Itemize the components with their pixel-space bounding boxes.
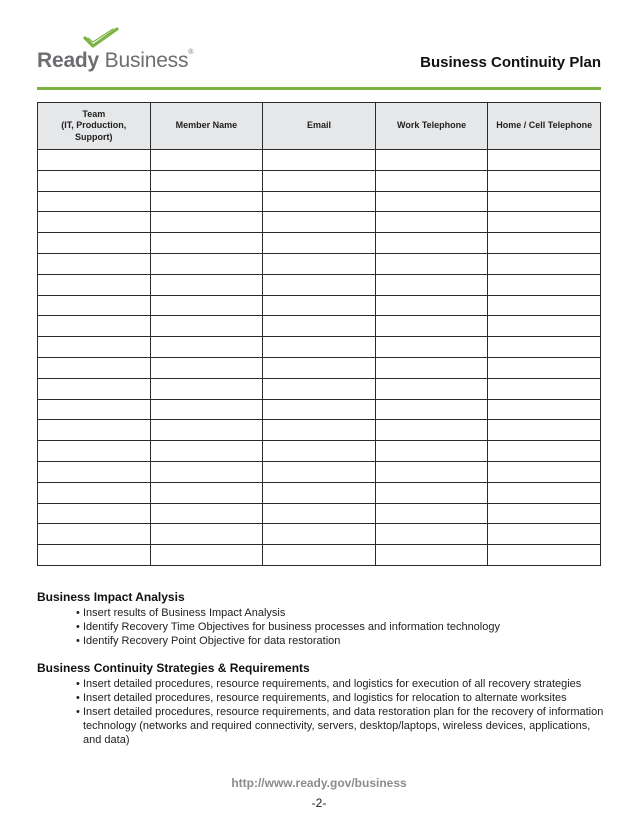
- table-cell[interactable]: [375, 316, 488, 337]
- table-cell[interactable]: [263, 274, 376, 295]
- table-cell[interactable]: [488, 399, 601, 420]
- table-cell[interactable]: [38, 212, 151, 233]
- table-cell[interactable]: [38, 357, 151, 378]
- table-row: [38, 399, 601, 420]
- table-cell[interactable]: [150, 212, 263, 233]
- table-row: [38, 253, 601, 274]
- table-cell[interactable]: [38, 150, 151, 171]
- list-item: • Insert results of Business Impact Analysis: [77, 606, 607, 620]
- table-cell[interactable]: [38, 170, 151, 191]
- table-cell[interactable]: [375, 170, 488, 191]
- continuity-strategies-section: [37, 661, 607, 747]
- list-item: • Insert detailed procedures, resource requirements, and data restoration plan for the recovery of information technology (networks and required connectivity, servers, desktop/laptops, wireless devices, applications, and data): [77, 705, 607, 747]
- table-cell[interactable]: [488, 378, 601, 399]
- table-cell[interactable]: [263, 150, 376, 171]
- table-cell[interactable]: [38, 420, 151, 441]
- table-row: [38, 191, 601, 212]
- table-cell[interactable]: [263, 316, 376, 337]
- table-row: [38, 316, 601, 337]
- table-cell[interactable]: [488, 233, 601, 254]
- checkmark-icon: [83, 27, 119, 49]
- table-cell[interactable]: [38, 399, 151, 420]
- table-cell[interactable]: [375, 337, 488, 358]
- table-cell[interactable]: [263, 503, 376, 524]
- continuity-strategies-list: [37, 677, 607, 747]
- table-cell[interactable]: [150, 191, 263, 212]
- table-cell[interactable]: [488, 524, 601, 545]
- list-item: • Insert detailed procedures, resource requirements, and logistics for execution of all recovery strategies: [77, 677, 607, 691]
- table-cell[interactable]: [263, 295, 376, 316]
- ready-business-logo: [37, 27, 197, 77]
- header-divider: [37, 87, 601, 90]
- table-row: [38, 545, 601, 566]
- table-cell[interactable]: [263, 191, 376, 212]
- table-cell[interactable]: [38, 233, 151, 254]
- table-cell[interactable]: [38, 378, 151, 399]
- table-cell[interactable]: [38, 337, 151, 358]
- table-cell[interactable]: [38, 295, 151, 316]
- table-cell[interactable]: [38, 503, 151, 524]
- table-cell[interactable]: [150, 420, 263, 441]
- table-row: [38, 337, 601, 358]
- table-cell[interactable]: [150, 316, 263, 337]
- table-cell[interactable]: [375, 191, 488, 212]
- list-item: • Identify Recovery Point Objective for data restoration: [77, 634, 607, 648]
- table-cell[interactable]: [150, 233, 263, 254]
- table-cell[interactable]: [150, 253, 263, 274]
- table-cell[interactable]: [38, 524, 151, 545]
- table-cell[interactable]: [488, 482, 601, 503]
- table-cell[interactable]: [150, 399, 263, 420]
- list-item: • Identify Recovery Time Objectives for business processes and information technology: [77, 620, 607, 634]
- table-row: [38, 482, 601, 503]
- table-cell[interactable]: [150, 337, 263, 358]
- table-cell[interactable]: [38, 482, 151, 503]
- table-cell[interactable]: [488, 420, 601, 441]
- col-header-member-name: Member Name: [150, 103, 263, 150]
- logo-word-ready: Ready: [37, 49, 100, 72]
- document-title: Business Continuity Plan: [420, 54, 601, 71]
- table-cell[interactable]: [488, 357, 601, 378]
- col-header-work-telephone: Work Telephone: [375, 103, 488, 150]
- table-cell[interactable]: [150, 274, 263, 295]
- table-cell[interactable]: [38, 545, 151, 566]
- table-cell[interactable]: [375, 378, 488, 399]
- business-impact-heading: Business Impact Analysis: [37, 590, 185, 604]
- table-cell[interactable]: [150, 150, 263, 171]
- table-cell[interactable]: [263, 545, 376, 566]
- table-row: [38, 274, 601, 295]
- table-cell[interactable]: [150, 357, 263, 378]
- table-cell[interactable]: [263, 399, 376, 420]
- table-row: [38, 503, 601, 524]
- table-cell[interactable]: [38, 274, 151, 295]
- table-cell[interactable]: [150, 461, 263, 482]
- col-header-home-cell-telephone: Home / Cell Telephone: [488, 103, 601, 150]
- logo-registered-mark: ®: [188, 49, 194, 56]
- list-item: • Insert detailed procedures, resource requirements, and logistics for relocation to alternate worksites: [77, 691, 607, 705]
- table-cell[interactable]: [488, 212, 601, 233]
- table-row: [38, 420, 601, 441]
- col-header-email: Email: [263, 103, 376, 150]
- table-cell[interactable]: [488, 316, 601, 337]
- table-cell[interactable]: [375, 253, 488, 274]
- table-cell[interactable]: [375, 212, 488, 233]
- table-cell[interactable]: [375, 150, 488, 171]
- table-row: [38, 524, 601, 545]
- table-row: [38, 295, 601, 316]
- table-cell[interactable]: [375, 482, 488, 503]
- table-cell[interactable]: [150, 441, 263, 462]
- table-header-row: [38, 103, 601, 150]
- table-cell[interactable]: [375, 420, 488, 441]
- table-cell[interactable]: [263, 461, 376, 482]
- table-cell[interactable]: [150, 482, 263, 503]
- team-contact-table: [37, 102, 601, 566]
- table-row: [38, 170, 601, 191]
- table-cell[interactable]: [488, 337, 601, 358]
- footer-url-link[interactable]: http://www.ready.gov/business: [231, 776, 407, 790]
- table-cell[interactable]: [150, 295, 263, 316]
- table-cell[interactable]: [38, 441, 151, 462]
- table-cell[interactable]: [263, 253, 376, 274]
- table-cell[interactable]: [38, 461, 151, 482]
- table-body: [38, 150, 601, 566]
- logo-wordmark: [37, 49, 193, 73]
- table-cell[interactable]: [488, 191, 601, 212]
- table-cell[interactable]: [375, 503, 488, 524]
- table-cell[interactable]: [263, 233, 376, 254]
- business-impact-list: [37, 606, 607, 648]
- business-impact-section: [37, 590, 607, 648]
- table-cell[interactable]: [150, 503, 263, 524]
- table-cell[interactable]: [375, 274, 488, 295]
- table-cell[interactable]: [150, 170, 263, 191]
- table-cell[interactable]: [38, 253, 151, 274]
- table-row: [38, 378, 601, 399]
- continuity-strategies-heading: Business Continuity Strategies & Requirements: [37, 661, 310, 675]
- table-row: [38, 233, 601, 254]
- table-cell[interactable]: [488, 441, 601, 462]
- col-header-team-label: Team (IT, Production, Support): [61, 108, 127, 142]
- table-cell[interactable]: [263, 420, 376, 441]
- logo-word-business: Business: [104, 49, 189, 72]
- table-cell[interactable]: [375, 545, 488, 566]
- table-cell[interactable]: [488, 545, 601, 566]
- table-cell[interactable]: [150, 524, 263, 545]
- table-cell[interactable]: [38, 316, 151, 337]
- table-row: [38, 461, 601, 482]
- table-row: [38, 212, 601, 233]
- table-cell[interactable]: [263, 357, 376, 378]
- table-cell[interactable]: [488, 295, 601, 316]
- table-cell[interactable]: [263, 524, 376, 545]
- col-header-team: [38, 103, 151, 150]
- table-cell[interactable]: [488, 503, 601, 524]
- table-cell[interactable]: [263, 170, 376, 191]
- table-cell[interactable]: [375, 233, 488, 254]
- table-row: [38, 150, 601, 171]
- table-cell[interactable]: [263, 337, 376, 358]
- table-cell[interactable]: [38, 191, 151, 212]
- table-cell[interactable]: [488, 170, 601, 191]
- table-cell[interactable]: [488, 461, 601, 482]
- table-cell[interactable]: [150, 545, 263, 566]
- table-cell[interactable]: [488, 253, 601, 274]
- table-cell[interactable]: [375, 357, 488, 378]
- table-cell[interactable]: [263, 378, 376, 399]
- table-cell[interactable]: [375, 524, 488, 545]
- table-cell[interactable]: [263, 441, 376, 462]
- table-cell[interactable]: [488, 150, 601, 171]
- table-cell[interactable]: [263, 212, 376, 233]
- table-cell[interactable]: [375, 461, 488, 482]
- table-row: [38, 357, 601, 378]
- table-cell[interactable]: [375, 441, 488, 462]
- table-row: [38, 441, 601, 462]
- page-number: -2-: [311, 796, 327, 810]
- table-cell[interactable]: [375, 295, 488, 316]
- table-cell[interactable]: [150, 378, 263, 399]
- table-cell[interactable]: [263, 482, 376, 503]
- table-cell[interactable]: [375, 399, 488, 420]
- table-cell[interactable]: [488, 274, 601, 295]
